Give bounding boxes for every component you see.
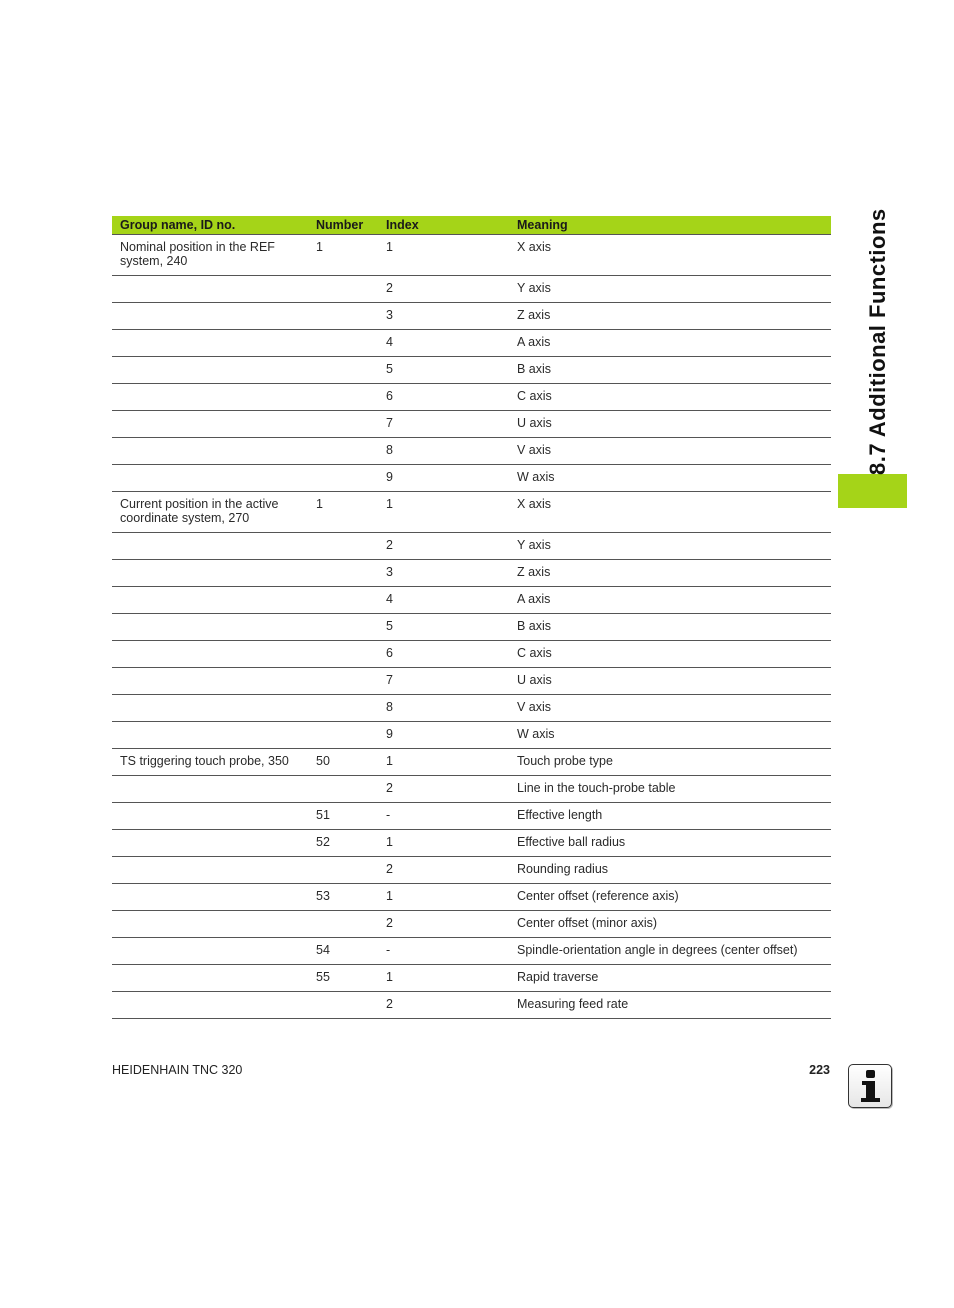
cell-index: 1 (386, 884, 517, 911)
cell-index: 1 (386, 235, 517, 276)
cell-group: TS triggering touch probe, 350 (112, 749, 316, 776)
cell-index: 4 (386, 587, 517, 614)
cell-meaning: Rounding radius (517, 857, 831, 884)
cell-number (316, 465, 386, 492)
cell-number (316, 641, 386, 668)
cell-number (316, 992, 386, 1019)
footer-product: HEIDENHAIN TNC 320 (112, 1063, 243, 1077)
cell-index: 2 (386, 911, 517, 938)
cell-group (112, 330, 316, 357)
cell-group (112, 587, 316, 614)
cell-group (112, 992, 316, 1019)
parameter-table (112, 216, 831, 1019)
cell-meaning: C axis (517, 641, 831, 668)
cell-index: - (386, 938, 517, 965)
cell-group (112, 803, 316, 830)
cell-number (316, 911, 386, 938)
cell-meaning: Center offset (reference axis) (517, 884, 831, 911)
cell-number (316, 276, 386, 303)
cell-index: 2 (386, 857, 517, 884)
cell-meaning: C axis (517, 384, 831, 411)
cell-index: 1 (386, 492, 517, 533)
cell-meaning: Touch probe type (517, 749, 831, 776)
cell-group: Current position in the active coordinate system, 270 (112, 492, 316, 533)
table-header (112, 216, 831, 235)
cell-meaning: Center offset (minor axis) (517, 911, 831, 938)
cell-meaning: U axis (517, 411, 831, 438)
cell-group (112, 357, 316, 384)
cell-group (112, 938, 316, 965)
cell-number (316, 722, 386, 749)
cell-group (112, 465, 316, 492)
cell-meaning: Spindle-orientation angle in degrees (center offset) (517, 938, 831, 965)
table-row (112, 749, 831, 776)
table-row (112, 384, 831, 411)
table-row (112, 641, 831, 668)
cell-number (316, 776, 386, 803)
table-body (112, 235, 831, 1019)
cell-index: 7 (386, 668, 517, 695)
cell-number: 1 (316, 235, 386, 276)
cell-meaning: Effective length (517, 803, 831, 830)
cell-meaning: Z axis (517, 560, 831, 587)
cell-meaning: W axis (517, 465, 831, 492)
cell-index: 2 (386, 992, 517, 1019)
table-row (112, 614, 831, 641)
cell-meaning: U axis (517, 668, 831, 695)
cell-index: 5 (386, 614, 517, 641)
cell-index: 1 (386, 830, 517, 857)
cell-meaning: W axis (517, 722, 831, 749)
cell-group (112, 384, 316, 411)
cell-index: 3 (386, 560, 517, 587)
cell-number (316, 357, 386, 384)
table-row (112, 303, 831, 330)
page-number: 223 (809, 1063, 830, 1077)
cell-meaning: V axis (517, 438, 831, 465)
cell-index: - (386, 803, 517, 830)
info-icon (848, 1064, 892, 1108)
cell-group (112, 830, 316, 857)
table-row (112, 884, 831, 911)
cell-index: 2 (386, 533, 517, 560)
cell-meaning: Line in the touch-probe table (517, 776, 831, 803)
cell-group (112, 560, 316, 587)
info-icon-stem (866, 1081, 875, 1099)
table-row (112, 911, 831, 938)
cell-number: 1 (316, 492, 386, 533)
table-row (112, 235, 831, 276)
cell-group (112, 776, 316, 803)
cell-meaning: Z axis (517, 303, 831, 330)
cell-number (316, 587, 386, 614)
table-row (112, 533, 831, 560)
table-row (112, 276, 831, 303)
cell-number (316, 384, 386, 411)
table-row (112, 465, 831, 492)
table-row (112, 438, 831, 465)
cell-number (316, 533, 386, 560)
header-number: Number (316, 216, 386, 235)
cell-number (316, 668, 386, 695)
cell-number (316, 857, 386, 884)
cell-group (112, 614, 316, 641)
cell-group: Nominal position in the REF system, 240 (112, 235, 316, 276)
cell-number: 55 (316, 965, 386, 992)
cell-meaning: Y axis (517, 276, 831, 303)
table-row (112, 695, 831, 722)
header-index: Index (386, 216, 517, 235)
cell-index: 3 (386, 303, 517, 330)
section-tab (838, 474, 907, 508)
table-row (112, 857, 831, 884)
cell-group (112, 884, 316, 911)
section-title: 8.7 Additional Functions (865, 208, 890, 475)
header-meaning: Meaning (517, 216, 831, 235)
cell-group (112, 695, 316, 722)
table-row (112, 560, 831, 587)
table-row (112, 830, 831, 857)
table-row (112, 722, 831, 749)
cell-number (316, 330, 386, 357)
cell-meaning: Measuring feed rate (517, 992, 831, 1019)
cell-number: 53 (316, 884, 386, 911)
table-row (112, 411, 831, 438)
cell-index: 7 (386, 411, 517, 438)
cell-index: 4 (386, 330, 517, 357)
table-row (112, 668, 831, 695)
cell-meaning: Effective ball radius (517, 830, 831, 857)
table-row (112, 992, 831, 1019)
cell-meaning: Y axis (517, 533, 831, 560)
cell-group (112, 641, 316, 668)
cell-group (112, 276, 316, 303)
header-group: Group name, ID no. (112, 216, 316, 235)
cell-index: 1 (386, 965, 517, 992)
cell-meaning: A axis (517, 330, 831, 357)
cell-meaning: Rapid traverse (517, 965, 831, 992)
cell-number: 52 (316, 830, 386, 857)
cell-number (316, 695, 386, 722)
table-row (112, 587, 831, 614)
cell-number (316, 560, 386, 587)
cell-number (316, 411, 386, 438)
cell-group (112, 303, 316, 330)
cell-group (112, 533, 316, 560)
cell-index: 5 (386, 357, 517, 384)
info-icon-dot (866, 1070, 875, 1078)
cell-meaning: B axis (517, 614, 831, 641)
cell-index: 8 (386, 695, 517, 722)
cell-meaning: V axis (517, 695, 831, 722)
cell-number: 50 (316, 749, 386, 776)
table-row (112, 965, 831, 992)
cell-number: 51 (316, 803, 386, 830)
table-row (112, 357, 831, 384)
table-row (112, 803, 831, 830)
cell-number (316, 303, 386, 330)
cell-index: 9 (386, 465, 517, 492)
cell-meaning: B axis (517, 357, 831, 384)
cell-group (112, 411, 316, 438)
cell-group (112, 438, 316, 465)
table-row (112, 330, 831, 357)
table-row (112, 776, 831, 803)
cell-number (316, 438, 386, 465)
cell-meaning: X axis (517, 492, 831, 533)
cell-group (112, 911, 316, 938)
cell-group (112, 857, 316, 884)
cell-meaning: X axis (517, 235, 831, 276)
header-row (112, 216, 831, 235)
cell-number (316, 614, 386, 641)
cell-index: 6 (386, 384, 517, 411)
cell-group (112, 668, 316, 695)
cell-index: 2 (386, 276, 517, 303)
cell-index: 6 (386, 641, 517, 668)
cell-index: 2 (386, 776, 517, 803)
cell-index: 8 (386, 438, 517, 465)
cell-meaning: A axis (517, 587, 831, 614)
info-icon-base (861, 1098, 880, 1102)
table-row (112, 492, 831, 533)
table-row (112, 938, 831, 965)
cell-group (112, 722, 316, 749)
cell-number: 54 (316, 938, 386, 965)
cell-index: 1 (386, 749, 517, 776)
cell-group (112, 965, 316, 992)
cell-index: 9 (386, 722, 517, 749)
